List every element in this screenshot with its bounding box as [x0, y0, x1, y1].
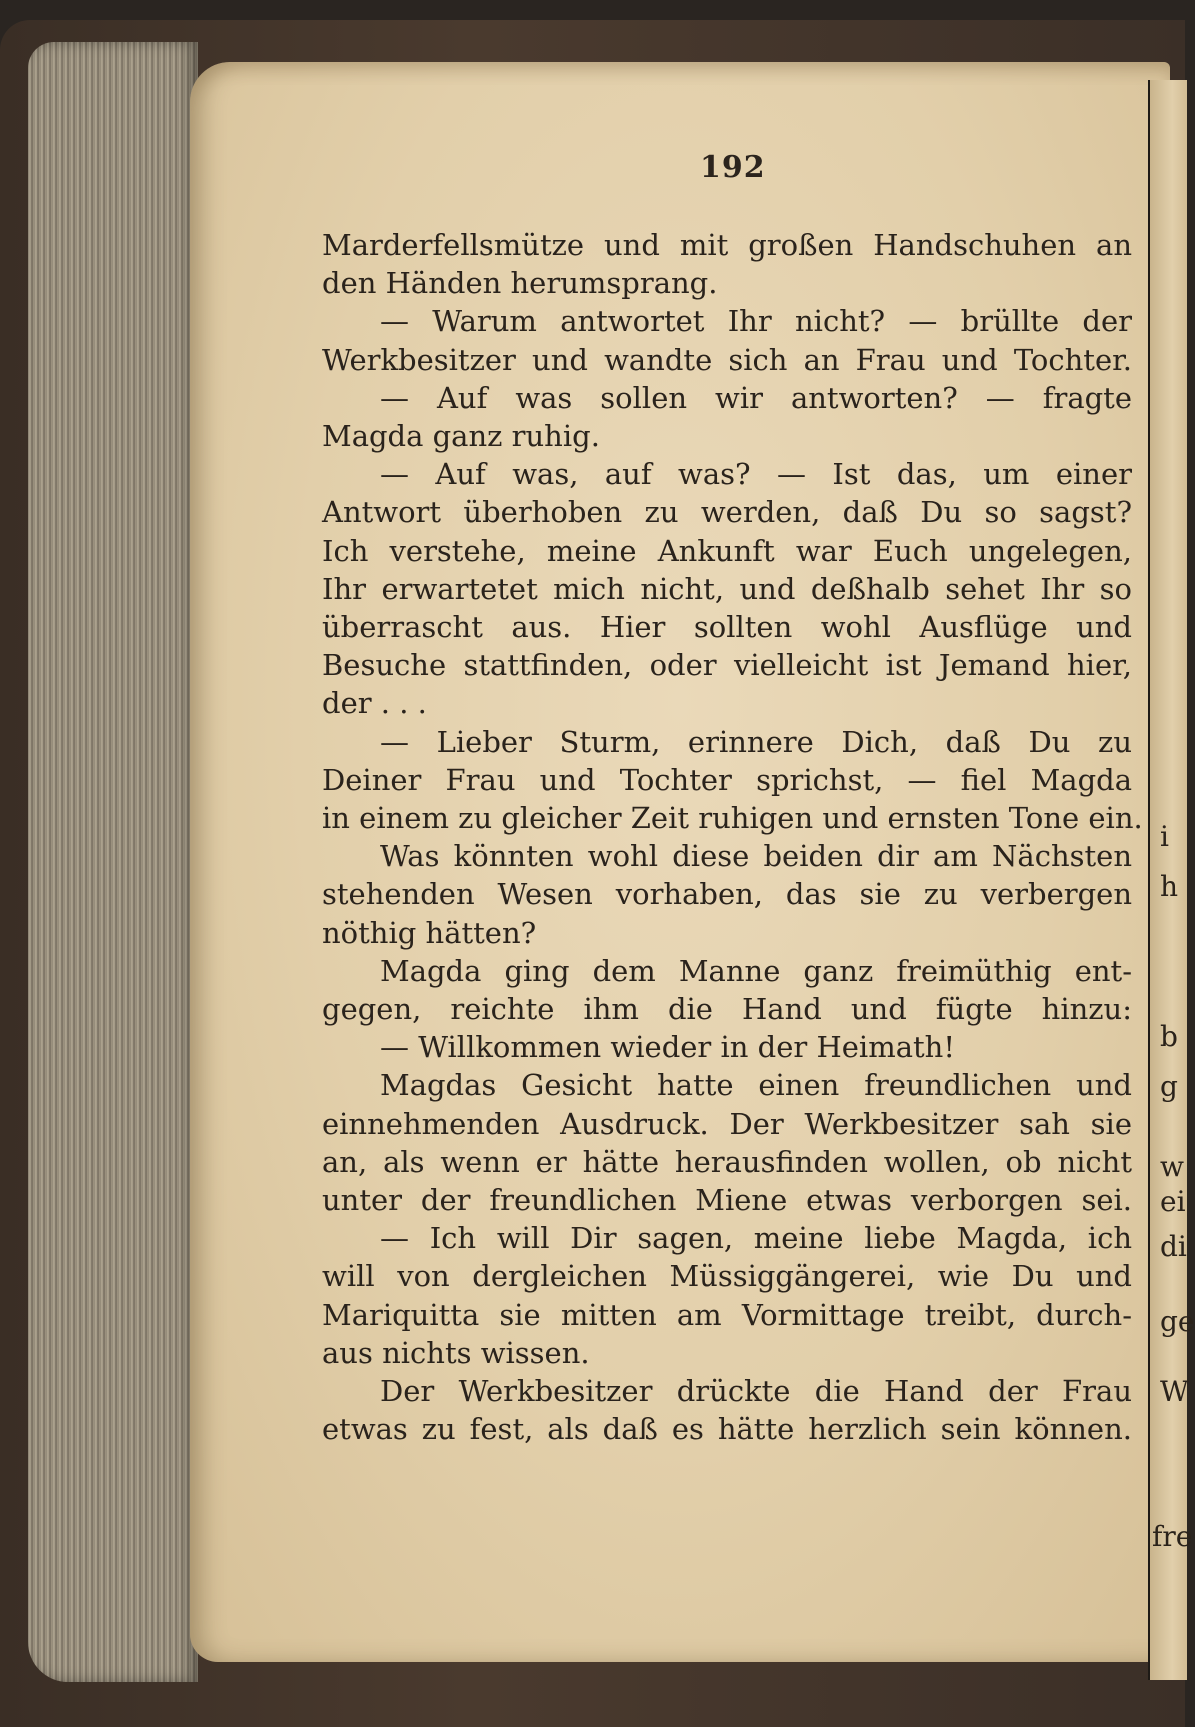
- text-line: überrascht aus. Hier sollten wohl Ausflüge und: [322, 610, 1132, 644]
- next-page-fragment: b: [1160, 1020, 1178, 1053]
- next-page-fragment: ei: [1160, 1185, 1186, 1218]
- text-line: der . . .: [322, 686, 427, 721]
- text-line: — Ich will Dir sagen, meine liebe Magda, ich: [380, 1221, 1132, 1256]
- text-line: Ihr erwartetet mich nicht, und deßhalb sehet Ihr so: [322, 571, 1132, 606]
- text-line: Magda ging dem Manne ganz freimüthig ent-: [380, 953, 1132, 988]
- text-line: Ich verstehe, meine Ankunft war Euch ungelegen,: [322, 533, 1132, 568]
- next-page-fragment: W: [1160, 1375, 1189, 1408]
- text-line: gegen, reichte ihm die Hand und fügte hinzu:: [322, 992, 1132, 1026]
- text-line: Besuche stattfinden, oder vielleicht ist Jemand hier,: [322, 648, 1132, 683]
- text-line: Werkbesitzer und wandte sich an Frau und Tochter.: [322, 342, 1132, 377]
- text-line: etwas zu fest, als daß es hätte herzlich sein können.: [322, 1412, 1132, 1447]
- text-line: Marderfellsmütze und mit großen Handschuhen an: [322, 228, 1132, 262]
- text-line: Magdas Gesicht hatte einen freundlichen und: [380, 1068, 1132, 1103]
- next-page-strip: [1148, 80, 1195, 1680]
- text-line: nöthig hätten?: [322, 915, 537, 950]
- text-line: Mariquitta sie mitten am Vormittage treibt, durch-: [322, 1297, 1132, 1332]
- text-line: den Händen herumsprang.: [322, 266, 718, 301]
- next-page-fragment: di: [1160, 1230, 1187, 1263]
- page-edges: [28, 42, 198, 1682]
- page-number: 192: [700, 150, 766, 185]
- text-line: Was könnten wohl diese beiden dir am Nächsten: [380, 839, 1132, 874]
- text-line: aus nichts wissen.: [322, 1335, 590, 1370]
- next-page-fragment: fre: [1152, 1520, 1193, 1553]
- text-line: — Auf was, auf was? — Ist das, um einer: [380, 457, 1132, 492]
- text-line: Deiner Frau und Tochter sprichst, — fiel Magda: [322, 762, 1132, 797]
- text-line: Der Werkbesitzer drückte die Hand der Frau: [380, 1374, 1132, 1408]
- next-page-fragment: h: [1160, 870, 1179, 903]
- text-line: — Warum antwortet Ihr nicht? — brüllte der: [380, 304, 1132, 339]
- text-line: in einem zu gleicher Zeit ruhigen und ernsten Tone ein.: [322, 801, 1143, 835]
- text-line: Antwort überhoben zu werden, daß Du so sagst?: [322, 495, 1132, 530]
- text-line: unter der freundlichen Miene etwas verborgen sei.: [322, 1183, 1132, 1217]
- text-line: einnehmenden Ausdruck. Der Werkbesitzer sah sie: [322, 1106, 1132, 1141]
- text-line: — Auf was sollen wir antworten? — fragte: [380, 380, 1132, 415]
- text-line: will von dergleichen Müssiggängerei, wie Du und: [322, 1259, 1132, 1294]
- next-page-fragment: g: [1160, 1070, 1178, 1103]
- text-line: — Willkommen wieder in der Heimath!: [380, 1030, 955, 1065]
- next-page-fragment: i: [1160, 820, 1169, 853]
- text-line: an, als wenn er hätte herausfinden wollen, ob nicht: [322, 1144, 1132, 1179]
- text-line: stehenden Wesen vorhaben, das sie zu verbergen: [322, 877, 1132, 912]
- text-line: — Lieber Sturm, erinnere Dich, daß Du zu: [380, 724, 1132, 759]
- next-page-fragment: w: [1160, 1150, 1184, 1183]
- text-line: Magda ganz ruhig.: [322, 419, 600, 453]
- next-page-fragment: ge: [1160, 1305, 1195, 1338]
